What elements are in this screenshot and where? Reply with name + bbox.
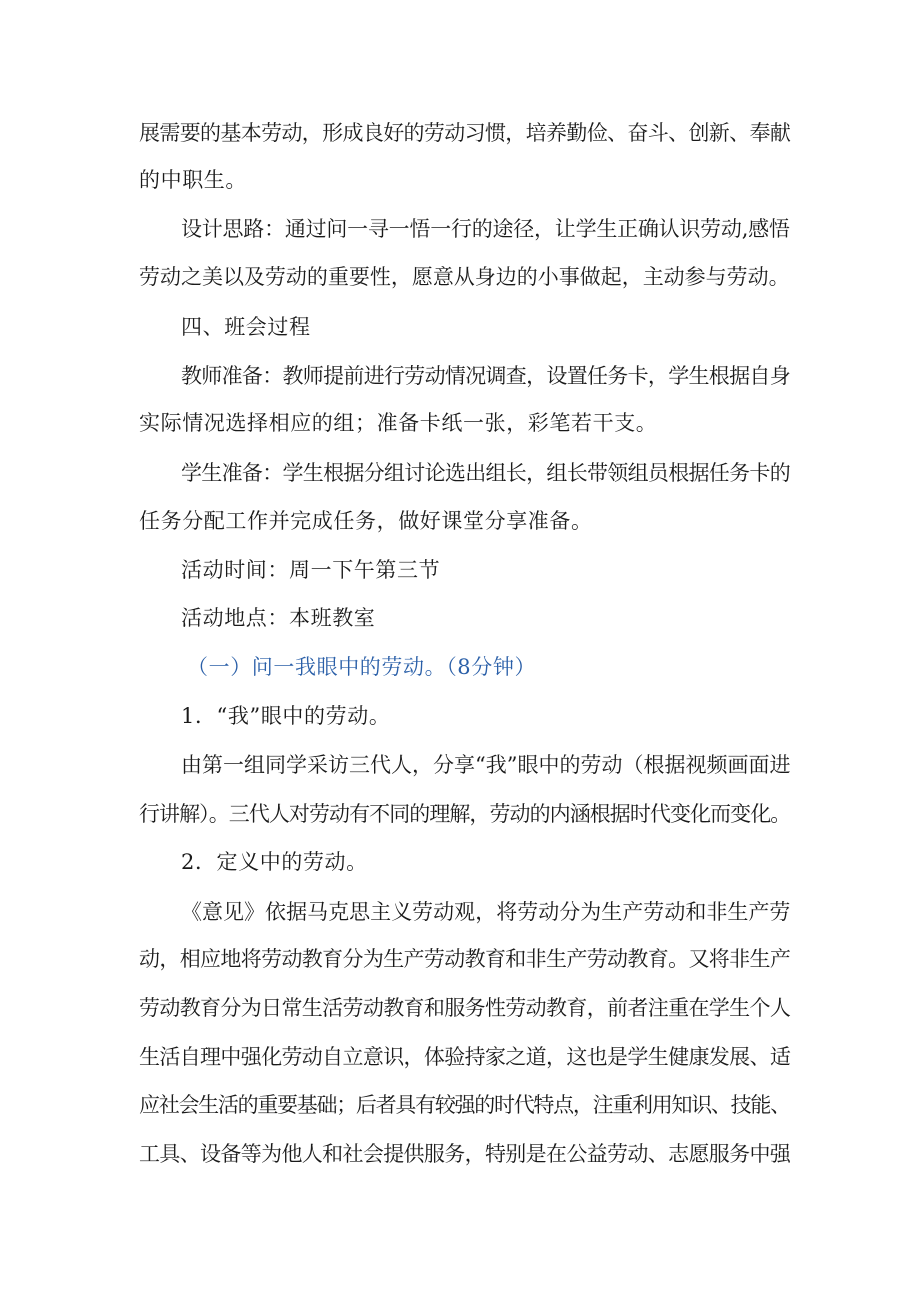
- paragraph-line: 由第一组同学采访三代人，分享“我”眼中的劳动（根据视频画面进: [181, 753, 791, 777]
- activity-location: 活动地点：本班教室: [181, 606, 376, 630]
- paragraph-line: 劳动教育分为日常生活劳动教育和服务性劳动教育，前者注重在学生个人: [139, 996, 791, 1020]
- activity-time: 活动时间：周一下午第三节: [181, 558, 441, 582]
- paragraph-line: 劳动之美以及劳动的重要性，愿意从身边的小事做起，主动参与劳动。: [139, 265, 790, 289]
- paragraph-line: 展需要的基本劳动，形成良好的劳动习惯，培养勤俭、奋斗、创新、奉献: [139, 121, 791, 145]
- paragraph-line: 设计思路：通过问一寻一悟一行的途径，让学生正确认识劳动,感悟: [181, 217, 790, 241]
- numbered-item: 1．“我”眼中的劳动。: [181, 704, 391, 728]
- paragraph-line: 教师准备：教师提前进行劳动情况调查，设置任务卡，学生根据自身: [181, 364, 790, 388]
- paragraph-line: 实际情况选择相应的组；准备卡纸一张，彩笔若干支。: [139, 411, 658, 435]
- paragraph-line: 动，相应地将劳动教育分为生产劳动教育和非生产劳动教育。又将非生产: [139, 947, 791, 971]
- paragraph-line: 任务分配工作并完成任务，做好课堂分享准备。: [139, 509, 593, 533]
- subsection-heading: （一）问一我眼中的劳动。（8分钟）: [187, 655, 537, 679]
- paragraph-line: 工具、设备等为他人和社会提供服务，特别是在公益劳动、志愿服务中强: [139, 1142, 791, 1166]
- paragraph-line: 行讲解）。三代人对劳动有不同的理解，劳动的内涵根据时代变化而变化。: [139, 802, 791, 826]
- paragraph-line: 生活自理中强化劳动自立意识，体验持家之道，这也是学生健康发展、适: [139, 1045, 791, 1069]
- paragraph-line: 《意见》依据马克思主义劳动观，将劳动分为生产劳动和非生产劳: [181, 900, 791, 924]
- paragraph-line: 的中职生。: [139, 168, 247, 192]
- numbered-item: 2．定义中的劳动。: [181, 850, 368, 874]
- section-heading: 四、班会过程: [181, 315, 311, 339]
- paragraph-line: 学生准备：学生根据分组讨论选出组长，组长带领组员根据任务卡的: [181, 461, 790, 485]
- paragraph-line: 应社会生活的重要基础；后者具有较强的时代特点，注重利用知识、技能、: [139, 1093, 790, 1117]
